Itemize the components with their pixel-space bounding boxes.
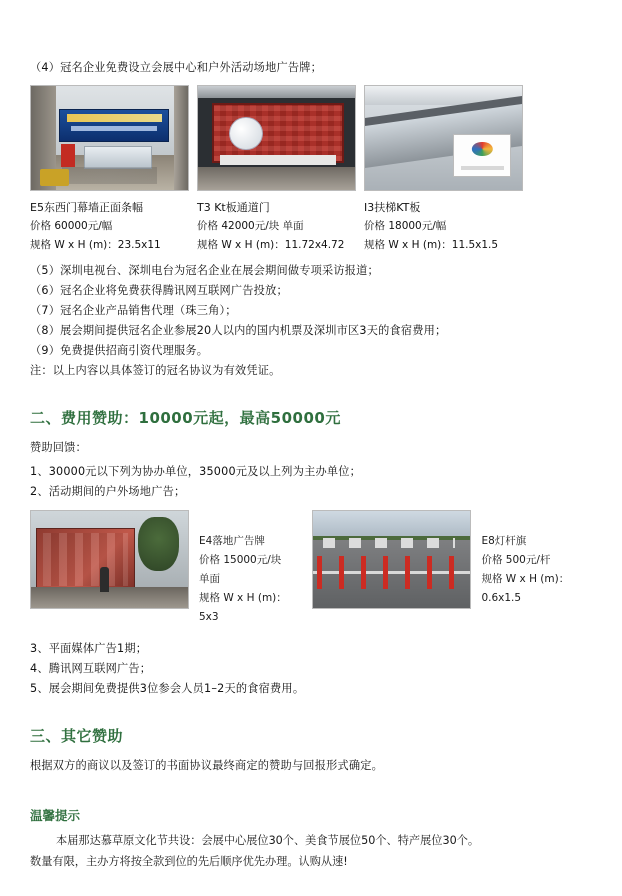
photo-e4-ground-billboard: [30, 510, 189, 609]
sponsor-item-4: 4、腾讯网互联网广告；: [30, 662, 152, 675]
photo-e8-lamp-flag: [312, 510, 471, 609]
photo-e5-curtain-wall-banner: [30, 85, 189, 191]
document-content: [30, 58, 590, 872]
sponsor-item-1: 1、30000元以下列为协办单位，35000元及以上列为主办单位；: [30, 465, 362, 478]
section-2-title: 二、费用赞助：10000元起，最高50000元: [30, 409, 341, 427]
photo-e4-title: E4落地广告牌: [199, 535, 265, 547]
photo-e5-spec: 规格 W x H (m)：23.5x11: [30, 239, 161, 251]
photo-item-i3: [364, 85, 521, 255]
photo-e4-price: 价格 15000元/块 单面: [199, 554, 282, 585]
photo-i3-spec: 规格 W x H (m)：11.5x1.5: [364, 239, 499, 251]
tips-line-2: 数量有限，主办方将按全款到位的先后顺序优先办理。认购从速!: [30, 855, 348, 868]
section-3-title: 三、其它赞助: [30, 727, 124, 745]
sponsor-item-3: 3、平面媒体广告1期；: [30, 642, 148, 655]
photo-e5-title: E5东西门幕墙正面条幅: [30, 201, 143, 214]
item-8-text: （8）展会期间提供冠名企业参展20人以内的国内机票及深圳市区3天的食宿费用；: [30, 324, 447, 337]
photo-t3-price: 价格 42000元/块 单面: [197, 220, 304, 232]
photo-item-e8: [312, 510, 471, 609]
sponsor-item-5: 5、展会期间免费提供3位参会人员1–2天的食宿费用。: [30, 682, 305, 695]
photo-t3-kt-gate: [197, 85, 356, 191]
photo-item-e5: [30, 85, 187, 255]
photo-e8-price: 价格 500元/杆: [481, 554, 551, 566]
photo-t3-caption: [197, 198, 354, 255]
photo-e8-spec: 规格 W x H (m)：0.6x1.5: [481, 573, 570, 604]
item-7-text: （7）冠名企业产品销售代理（珠三角）；: [30, 304, 237, 317]
photo-i3-escalator-kt: [364, 85, 523, 191]
photo-e5-price: 价格 60000元/幅: [30, 220, 113, 232]
agreement-note: 注：以上内容以具体签订的冠名协议为有效凭证。: [30, 364, 281, 377]
photo-i3-title: I3扶梯KT板: [364, 201, 421, 214]
tips-title: 温馨提示: [30, 808, 81, 823]
photo-i3-price: 价格 18000元/幅: [364, 220, 447, 232]
sponsor-return-label: 赞助回馈：: [30, 441, 87, 454]
photo-e8-caption: [481, 510, 590, 608]
photo-e4-caption: [199, 510, 290, 627]
photo-e8-title: E8灯杆旗: [481, 535, 527, 547]
photo-e5-caption: [30, 198, 187, 255]
sponsor-item-2: 2、活动期间的户外场地广告；: [30, 485, 186, 498]
photo-e4-spec: 规格 W x H (m)：5x3: [199, 592, 287, 623]
photo-item-e4: [30, 510, 189, 609]
section-3-body: 根据双方的商议以及签订的书面协议最终商定的赞助与回报形式确定。: [30, 759, 384, 772]
photo-i3-caption: [364, 198, 521, 255]
photo-row-1: [30, 85, 590, 255]
tips-line-1: 本届那达慕草原文化节共设：会展中心展位30个、美食节展位50个、特产展位30个。: [56, 834, 480, 847]
photo-item-t3: [197, 85, 354, 255]
item-4-text: （4）冠名企业免费设立会展中心和户外活动场地广告牌；: [30, 61, 323, 74]
photo-row-2: [30, 510, 590, 627]
item-6-text: （6）冠名企业将免费获得腾讯网互联网广告投放；: [30, 284, 288, 297]
item-9-text: （9）免费提供招商引资代理服务。: [30, 344, 209, 357]
photo-t3-title: T3 Kt板通道门: [197, 201, 270, 214]
photo-t3-spec: 规格 W x H (m)：11.72x4.72: [197, 239, 345, 251]
item-5-text: （5）深圳电视台、深圳电台为冠名企业在展会期间做专项采访报道；: [30, 264, 379, 277]
